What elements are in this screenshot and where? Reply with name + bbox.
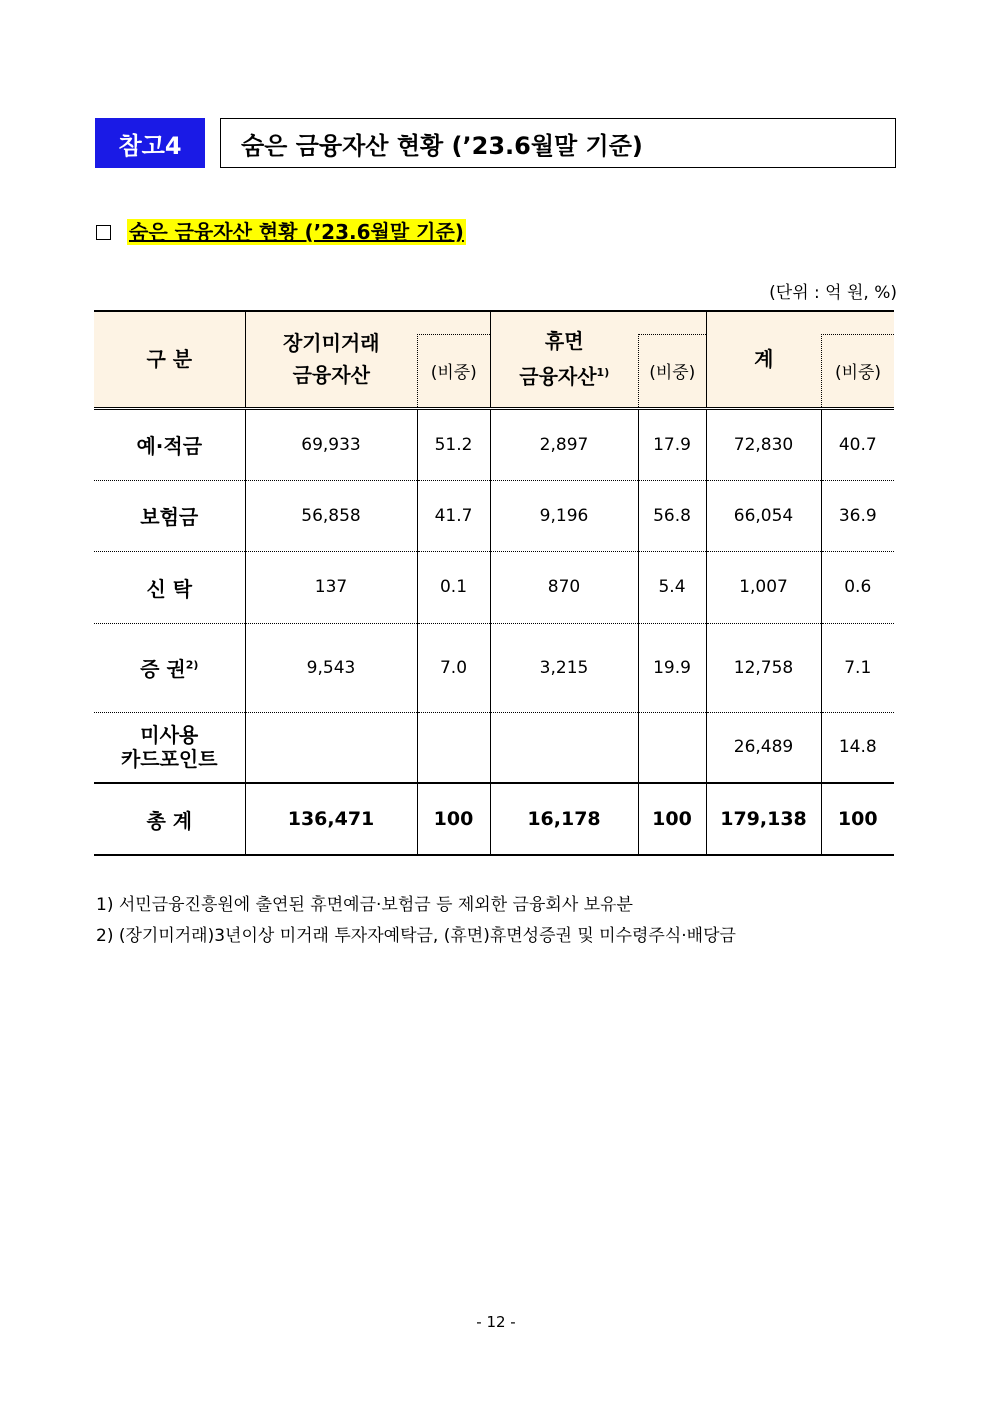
cell-dormant-ratio: 56.8 bbox=[638, 480, 706, 551]
assets-table bbox=[94, 310, 894, 856]
cell-total-ratio: 7.1 bbox=[821, 623, 894, 712]
row-label bbox=[94, 712, 245, 783]
cell-dormant: 2,897 bbox=[490, 408, 638, 480]
row-label: 신 탁 bbox=[94, 551, 245, 623]
total-sum: 179,138 bbox=[706, 783, 821, 855]
cell-total: 72,830 bbox=[706, 408, 821, 480]
cell-longterm bbox=[245, 712, 417, 783]
cell-dormant-ratio: 5.4 bbox=[638, 551, 706, 623]
checkbox-square-icon bbox=[96, 225, 111, 240]
header-dormant-ratio bbox=[638, 311, 706, 408]
cell-total-ratio: 40.7 bbox=[821, 408, 894, 480]
cell-longterm-ratio: 7.0 bbox=[417, 623, 490, 712]
cell-dormant: 3,215 bbox=[490, 623, 638, 712]
cell-dormant-ratio: 19.9 bbox=[638, 623, 706, 712]
cell-dormant-ratio bbox=[638, 712, 706, 783]
footnote-ref-2: 2) bbox=[185, 658, 199, 672]
total-longterm: 136,471 bbox=[245, 783, 417, 855]
footnotes bbox=[96, 890, 736, 952]
page-title: 숨은 금융자산 현황 (’23.6월말 기준) bbox=[220, 118, 896, 168]
header-longterm-ratio bbox=[417, 311, 490, 408]
cell-longterm: 69,933 bbox=[245, 408, 417, 480]
cell-longterm-ratio: 51.2 bbox=[417, 408, 490, 480]
row-label: 예·적금 bbox=[94, 408, 245, 480]
cell-dormant bbox=[490, 712, 638, 783]
reference-label: 참고4 bbox=[95, 118, 205, 168]
header-dormant-line2: 금융자산 bbox=[519, 365, 597, 390]
header-total: 계 bbox=[706, 311, 821, 408]
table-row bbox=[94, 480, 894, 551]
header-ratio-label: (비중) bbox=[649, 363, 696, 384]
header-ratio-label: (비중) bbox=[834, 363, 882, 384]
cell-longterm-ratio: 41.7 bbox=[417, 480, 490, 551]
total-sum-ratio: 100 bbox=[821, 783, 894, 855]
total-dormant-ratio: 100 bbox=[638, 783, 706, 855]
footnote-1: 1) 서민금융진흥원에 출연된 휴면예금·보험금 등 제외한 금융회사 보유분 bbox=[96, 895, 633, 915]
cell-dormant-ratio: 17.9 bbox=[638, 408, 706, 480]
header-ratio-label: (비중) bbox=[430, 363, 477, 384]
unit-label: (단위 : 억 원, %) bbox=[769, 283, 897, 303]
cell-total-ratio: 36.9 bbox=[821, 480, 894, 551]
cell-dormant: 9,196 bbox=[490, 480, 638, 551]
header-category: 구 분 bbox=[94, 311, 245, 408]
header-longterm-line2: 금융자산 bbox=[292, 363, 370, 388]
header-longterm-line1: 장기미거래 bbox=[282, 331, 380, 356]
footnote-2: 2) (장기미거래)3년이상 미거래 투자자예탁금, (휴면)휴면성증권 및 미수령주식·배당금 bbox=[96, 926, 736, 946]
footnote-ref-1: 1) bbox=[596, 366, 610, 380]
row-label-line2: 카드포인트 bbox=[120, 747, 218, 772]
cell-longterm: 56,858 bbox=[245, 480, 417, 551]
cell-dormant: 870 bbox=[490, 551, 638, 623]
cell-total-ratio: 0.6 bbox=[821, 551, 894, 623]
cell-longterm: 137 bbox=[245, 551, 417, 623]
table-row bbox=[94, 712, 894, 783]
cell-longterm-ratio: 0.1 bbox=[417, 551, 490, 623]
cell-total: 12,758 bbox=[706, 623, 821, 712]
row-label-line1: 미사용 bbox=[140, 723, 199, 748]
row-label-text: 증 권 bbox=[140, 657, 186, 681]
table-total-row bbox=[94, 783, 894, 855]
cell-total-ratio: 14.8 bbox=[838, 737, 877, 758]
cell-longterm-ratio bbox=[417, 712, 490, 783]
row-label: 보험금 bbox=[94, 480, 245, 551]
header-longterm bbox=[245, 311, 417, 408]
row-label bbox=[94, 623, 245, 712]
cell-longterm: 9,543 bbox=[245, 623, 417, 712]
header-dormant-line1: 휴면 bbox=[544, 329, 584, 354]
header-dormant bbox=[490, 311, 638, 408]
header-total-ratio bbox=[821, 311, 894, 408]
total-longterm-ratio: 100 bbox=[417, 783, 490, 855]
table-row bbox=[94, 551, 894, 623]
section-title: 숨은 금융자산 현황 (’23.6월말 기준) bbox=[129, 220, 464, 244]
cell-total: 26,489 bbox=[706, 712, 821, 783]
table-row bbox=[94, 623, 894, 712]
table-header-row bbox=[94, 311, 894, 408]
total-label: 총 계 bbox=[94, 783, 245, 855]
section-heading bbox=[96, 218, 466, 246]
cell-total: 66,054 bbox=[706, 480, 821, 551]
cell-total: 1,007 bbox=[706, 551, 821, 623]
page-number: - 12 - bbox=[476, 1313, 516, 1331]
page-header bbox=[95, 118, 896, 168]
table-row bbox=[94, 408, 894, 480]
total-dormant: 16,178 bbox=[490, 783, 638, 855]
